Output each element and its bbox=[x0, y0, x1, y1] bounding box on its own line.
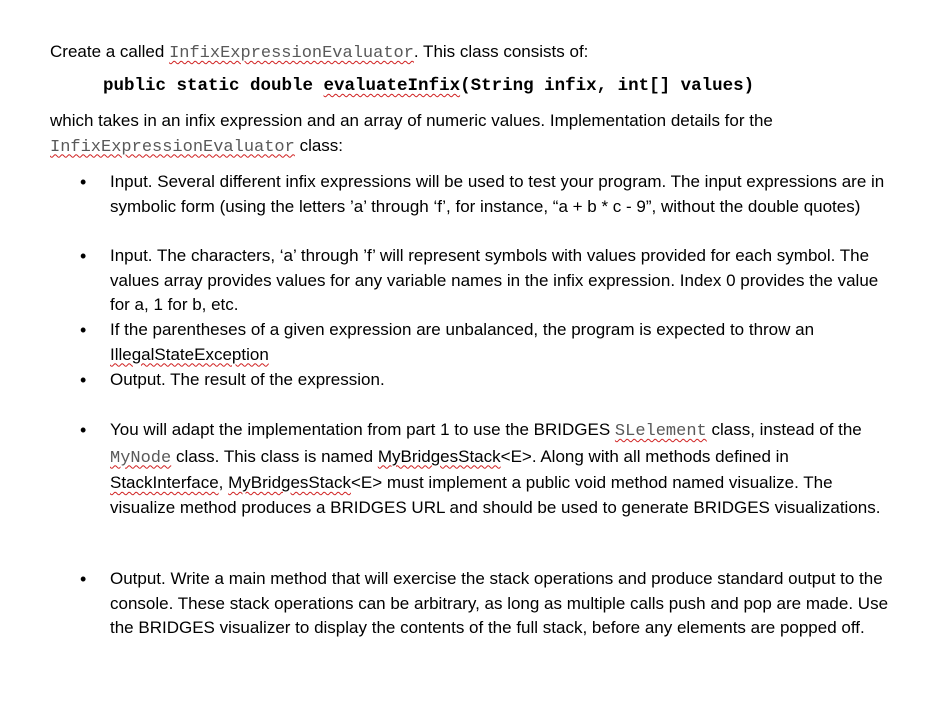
bullet-icon bbox=[80, 244, 110, 318]
list-item-output-result bbox=[80, 368, 900, 394]
signature-method: evaluateInfix bbox=[323, 76, 461, 96]
adapt-text-1: You will adapt the implementation from part 1 to use the BRIDGES bbox=[110, 420, 615, 439]
slelement-code: SLelement bbox=[614, 422, 707, 441]
intro-prefix: Create a called bbox=[50, 42, 170, 61]
list-item-input-symbols bbox=[80, 244, 900, 318]
bullet-icon bbox=[80, 418, 110, 520]
adapt-text-2: class, instead of the bbox=[706, 420, 862, 439]
adapt-text-6: <E> must implement a public void method named visualize. The visualize method produces a BRIDGES URL and should be used to generate BRIDGES visualizations. bbox=[110, 473, 881, 517]
adapt-text-3: class. This class is named bbox=[171, 446, 378, 466]
signature-after: (String infix, int[] values) bbox=[460, 76, 755, 96]
signature-before: public static double bbox=[103, 76, 324, 96]
bullet-icon bbox=[80, 567, 110, 641]
mynode-code: MyNode bbox=[110, 448, 172, 468]
stackinterface-name: StackInterface bbox=[110, 473, 219, 492]
details-paragraph bbox=[50, 109, 910, 160]
details-class-name-code: InfixExpressionEvaluator bbox=[50, 137, 295, 157]
adapt-text-5: , bbox=[218, 473, 229, 492]
adapt-text-4: <E>. Along with all methods defined in bbox=[500, 446, 789, 466]
list-item-unbalanced-parentheses bbox=[80, 318, 900, 367]
bullet-text bbox=[110, 318, 900, 367]
parens-prefix: If the parentheses of a given expression are unbalanced, the program is expected to throw an bbox=[110, 320, 815, 339]
bullet-icon bbox=[80, 170, 110, 219]
list-item-adapt-implementation bbox=[80, 418, 900, 520]
bullet-text: Output. Write a main method that will exercise the stack operations and produce standard output to the console. These stack operations can be arbitrary, as long as multiple calls push and pop are made. Use the BRIDGES visualizer to display the contents of the full stack, before any elements are popped off. bbox=[110, 569, 889, 637]
bullet-icon bbox=[80, 318, 110, 367]
details-prefix: which takes in an infix expression and an array of numeric values. Implementation details for the bbox=[50, 111, 773, 130]
intro-suffix: . This class consists of: bbox=[413, 42, 589, 61]
list-item-input-expressions bbox=[80, 170, 900, 219]
bullet-text: Input. Several different infix expressions will be used to test your program. The input expressions are in symbolic form (using the letters ’a’ through ‘f’, for instance, “a + b * c - 9”, without the double quotes) bbox=[110, 172, 885, 216]
mybridgesstack-name-2: MyBridgesStack bbox=[228, 473, 351, 492]
details-suffix: class: bbox=[294, 135, 344, 155]
bullet-text bbox=[110, 418, 900, 520]
list-item-output-main-method bbox=[80, 567, 900, 641]
mybridgesstack-name: MyBridgesStack bbox=[377, 446, 501, 466]
bullet-icon bbox=[80, 368, 110, 394]
method-signature bbox=[103, 74, 754, 98]
class-name-code: InfixExpressionEvaluator bbox=[169, 44, 414, 63]
bullet-text: Input. The characters, ‘a’ through ’f’ will represent symbols with values provided for each symbol. The values array provides values for any variable names in the infix expression. Index 0 provides the value for a, 1 for b, etc. bbox=[110, 246, 879, 314]
exception-name: IllegalStateException bbox=[110, 344, 269, 364]
intro-paragraph bbox=[50, 40, 910, 67]
bullet-text: Output. The result of the expression. bbox=[110, 370, 385, 389]
